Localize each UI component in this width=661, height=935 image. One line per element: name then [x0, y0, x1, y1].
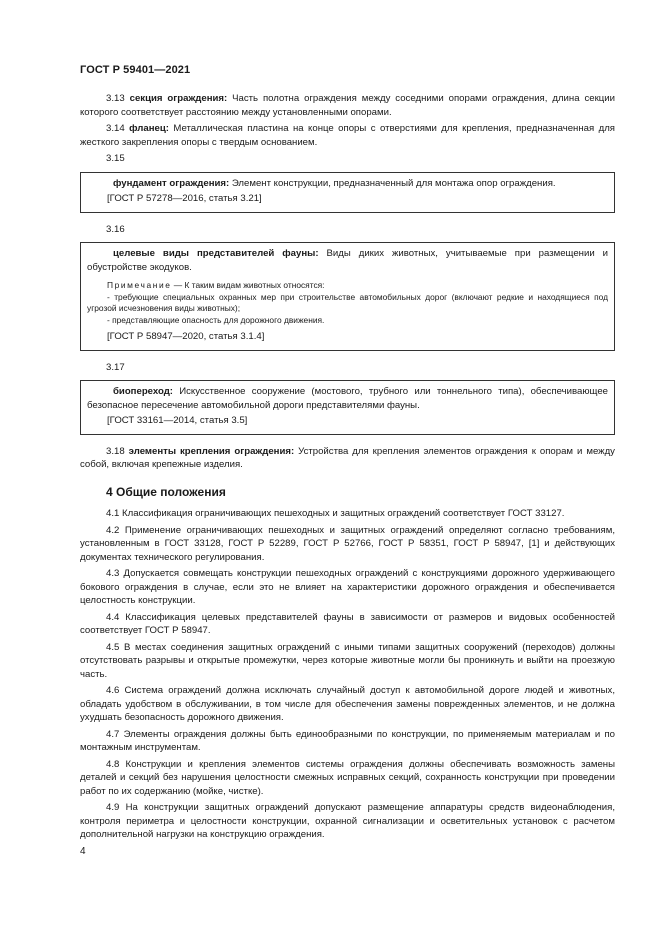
- term: элементы крепления ограждения:: [128, 445, 295, 457]
- definition-text: Виды диких животных, учитываемые при размещении и обустройстве экодуков.: [87, 248, 609, 273]
- item-number-3-15: 3.15: [106, 153, 125, 164]
- definition-3-18: [80, 445, 615, 472]
- source-reference: [ГОСТ Р 57278—2016, статья 3.21]: [107, 193, 262, 204]
- definition-3-17: [87, 385, 608, 412]
- definition-3-16: [87, 247, 608, 274]
- item-number: 3.18: [106, 445, 125, 457]
- framed-definition-3-16: [80, 242, 615, 351]
- definition-text: Элемент конструкции, предназначенный для монтажа опор ограждения.: [229, 177, 556, 189]
- term: биопереход:: [113, 386, 173, 397]
- paragraph-4-8: 4.8 Конструкции и крепления элементов системы ограждения должны обеспечивать возможность замены деталей и секций без нарушения целостности смежных исправных секций, сохранность конструкции при проведении работ по их содержанию (мойке, чистке).: [80, 758, 615, 797]
- item-number: 3.14: [106, 123, 125, 134]
- note-block: [87, 280, 608, 326]
- paragraph-4-7: 4.7 Элементы ограждения должны быть единообразными по конструкции, по применяемым материалам и по монтажным инструментам.: [80, 728, 615, 753]
- definition-3-14: [80, 122, 615, 149]
- paragraph-4-5: 4.5 В местах соединения защитных ограждений с иными типами защитных сооружений (переходов) должны отсутствовать разрывы и открытые промежутки, через которые животные могли бы проникнуть и выйти на проезжую часть.: [80, 641, 615, 680]
- term: целевые виды представителей фауны:: [113, 248, 319, 259]
- item-number-3-16: 3.16: [106, 223, 125, 235]
- item-number-3-17: 3.17: [106, 361, 125, 373]
- paragraph-4-9: 4.9 На конструкции защитных ограждений допускают размещение аппаратуры средств видеонаблюдения, контроля периметра и целостности конструкции, охранной сигнализации и осветительных установок с расчетом дополнительной нагрузки на конструкцию ограждения.: [80, 802, 615, 840]
- definition-text: Металлическая пластина на конце опоры с отверстиями для крепления, предназначенная для жесткого закрепления опоры с твердым основанием.: [80, 123, 615, 148]
- paragraph-4-6: 4.6 Система ограждений должна исключать случайный доступ к автомобильной дороге людей и животных, обладать удобством в обслуживании, в том числе для обеспечения замены поврежденных элементов, и не должна ухудшать безопасность дорожного движения.: [80, 685, 615, 723]
- definition-text: Устройства для крепления элементов ограждения к опорам и между собой, включая крепежные изделия.: [80, 445, 615, 470]
- item-number: 3.13: [106, 93, 125, 104]
- paragraph-4-3: 4.3 Допускается совмещать конструкции пешеходных ограждений с конструкциями дорожного удерживающего бокового ограждения в случае, если это не влияет на характеристики дорожного ограждения и обеспечивается целостность конструкции.: [80, 568, 615, 606]
- note-label: Примечание: [107, 280, 172, 290]
- framed-definition-3-17: [80, 380, 615, 435]
- paragraph-4-2: 4.2 Применение ограничивающих пешеходных и защитных ограждений определяют согласно требованиям, установленным в ГОСТ 33128, ГОСТ Р 52289, ГОСТ Р 52766, ГОСТ Р 58351, ГОСТ Р 58947, [1] и действующих документах технического регулирования.: [80, 524, 615, 563]
- document-header: ГОСТ Р 59401—2021: [80, 64, 191, 76]
- term: фундамент ограждения:: [113, 177, 230, 189]
- definition-3-15: [87, 177, 608, 191]
- term: фланец:: [129, 123, 169, 134]
- note-intro: — К таким видам животных относятся:: [171, 280, 325, 290]
- term: секция ограждения:: [129, 93, 228, 104]
- definition-text: Часть полотна ограждения между соседними опорами ограждения, длина секции которого соответствует расстоянию между установленными опорами.: [80, 93, 616, 118]
- paragraph-4-4: 4.4 Классификация целевых представителей фауны в зависимости от размеров и видовых особенностей соответствует ГОСТ Р 58947.: [80, 611, 615, 636]
- definition-text: Искусственное сооружение (мостового, трубного или тоннельного типа), обеспечивающее безопасное пересечение автомобильной дороги представителями фауны.: [87, 386, 608, 411]
- source-reference: [ГОСТ 33161—2014, статья 3.5]: [107, 415, 248, 426]
- note-line: - требующие специальных охранных мер при строительстве автомобильных дорог (включают редкие и находящиеся под угрозой исчезновения виды животных);: [87, 291, 608, 313]
- framed-definition-3-15: [80, 172, 615, 213]
- definition-3-13: [80, 92, 615, 119]
- paragraph-4-1: 4.1 Классификация ограничивающих пешеходных и защитных ограждений соответствует ГОСТ 33127.: [106, 508, 565, 519]
- note-heading: [87, 280, 608, 292]
- note-line: - представляющие опасность для дорожного движения.: [107, 314, 325, 325]
- source-reference: [ГОСТ Р 58947—2020, статья 3.1.4]: [107, 331, 265, 342]
- page-number: 4: [80, 846, 86, 857]
- section-title: 4 Общие положения: [106, 484, 226, 499]
- page-content: [80, 92, 615, 845]
